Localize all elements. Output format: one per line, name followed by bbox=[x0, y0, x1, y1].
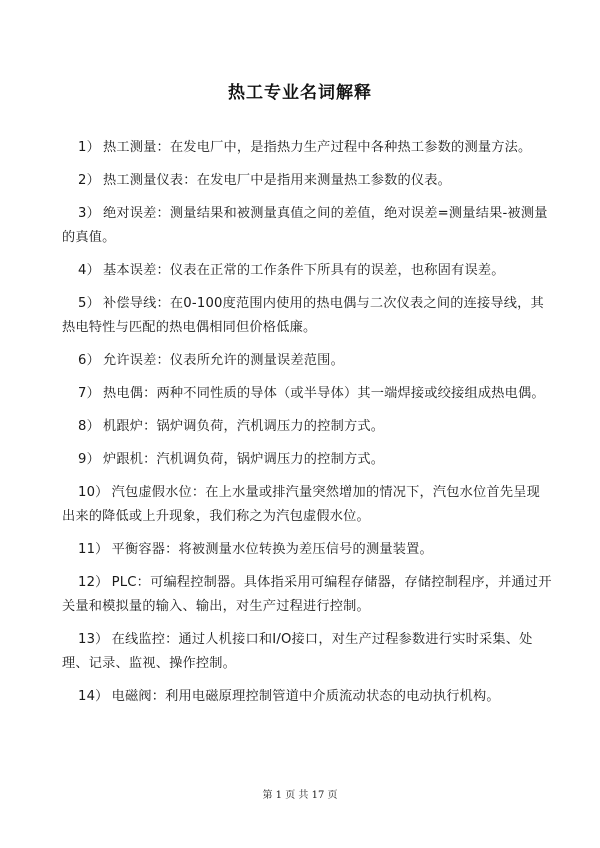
term-text: 允许误差：仪表所允许的测量误差范围。 bbox=[102, 353, 344, 368]
term-entry bbox=[62, 292, 552, 340]
term-text: 热电偶：两种不同性质的导体（或半导体）其一端焊接或绞接组成热电偶。 bbox=[102, 386, 545, 401]
term-number: 10） bbox=[78, 485, 109, 500]
term-number: 6） bbox=[78, 353, 100, 368]
page-title: 热工专业名词解释 bbox=[228, 83, 372, 103]
term-text: 热工测量仪表：在发电厂中是指用来测量热工参数的仪表。 bbox=[102, 173, 452, 188]
term-entry bbox=[62, 169, 552, 193]
page-footer: 第 1 页 共 17 页 bbox=[262, 790, 338, 801]
term-number: 9） bbox=[78, 452, 100, 467]
term-text: 汽包虚假水位：在上水量或排汽量突然增加的情况下，汽包水位首先呈现出来的降低或上升现象，我们称之为汽包虚假水位。 bbox=[62, 485, 540, 524]
term-entry bbox=[62, 481, 552, 529]
term-number: 7） bbox=[78, 386, 100, 401]
term-entry bbox=[62, 259, 552, 283]
term-number: 2） bbox=[78, 173, 100, 188]
term-number: 11） bbox=[78, 542, 109, 557]
term-entry bbox=[62, 571, 552, 619]
term-text: 绝对误差：测量结果和被测量真值之间的差值，绝对误差=测量结果-被测量的真值。 bbox=[62, 206, 548, 245]
term-entry bbox=[62, 349, 552, 373]
term-entry bbox=[62, 538, 552, 562]
term-list bbox=[62, 136, 552, 718]
term-number: 14） bbox=[78, 689, 109, 704]
term-text: 基本误差：仪表在正常的工作条件下所具有的误差，也称固有误差。 bbox=[102, 263, 505, 278]
term-number: 3） bbox=[78, 206, 100, 221]
term-text: 炉跟机：汽机调负荷，锅炉调压力的控制方式。 bbox=[102, 452, 385, 467]
term-number: 13） bbox=[78, 632, 109, 647]
term-entry bbox=[62, 202, 552, 250]
term-number: 1） bbox=[78, 140, 100, 155]
term-number: 8） bbox=[78, 419, 100, 434]
term-entry bbox=[62, 382, 552, 406]
term-number: 4） bbox=[78, 263, 100, 278]
term-entry bbox=[62, 415, 552, 439]
term-entry bbox=[62, 448, 552, 472]
term-entry bbox=[62, 685, 552, 709]
term-text: 电磁阀：利用电磁原理控制管道中介质流动状态的电动执行机构。 bbox=[111, 689, 500, 704]
term-text: PLC：可编程控制器。具体指采用可编程存储器，存储控制程序，并通过开关量和模拟量的输入、输出，对生产过程进行控制。 bbox=[62, 575, 552, 614]
term-text: 热工测量：在发电厂中，是指热力生产过程中各种热工参数的测量方法。 bbox=[102, 140, 532, 155]
term-text: 补偿导线：在0-100度范围内使用的热电偶与二次仪表之间的连接导线，其热电特性与匹配的热电偶相同但价格低廉。 bbox=[62, 296, 544, 335]
term-number: 5） bbox=[78, 296, 100, 311]
term-text: 平衡容器：将被测量水位转换为差压信号的测量装置。 bbox=[111, 542, 433, 557]
term-entry bbox=[62, 628, 552, 676]
term-text: 机跟炉：锅炉调负荷，汽机调压力的控制方式。 bbox=[102, 419, 385, 434]
term-number: 12） bbox=[78, 575, 109, 590]
term-text: 在线监控：通过人机接口和I/O接口，对生产过程参数进行实时采集、处理、记录、监视、操作控制。 bbox=[62, 632, 533, 671]
term-entry bbox=[62, 136, 552, 160]
